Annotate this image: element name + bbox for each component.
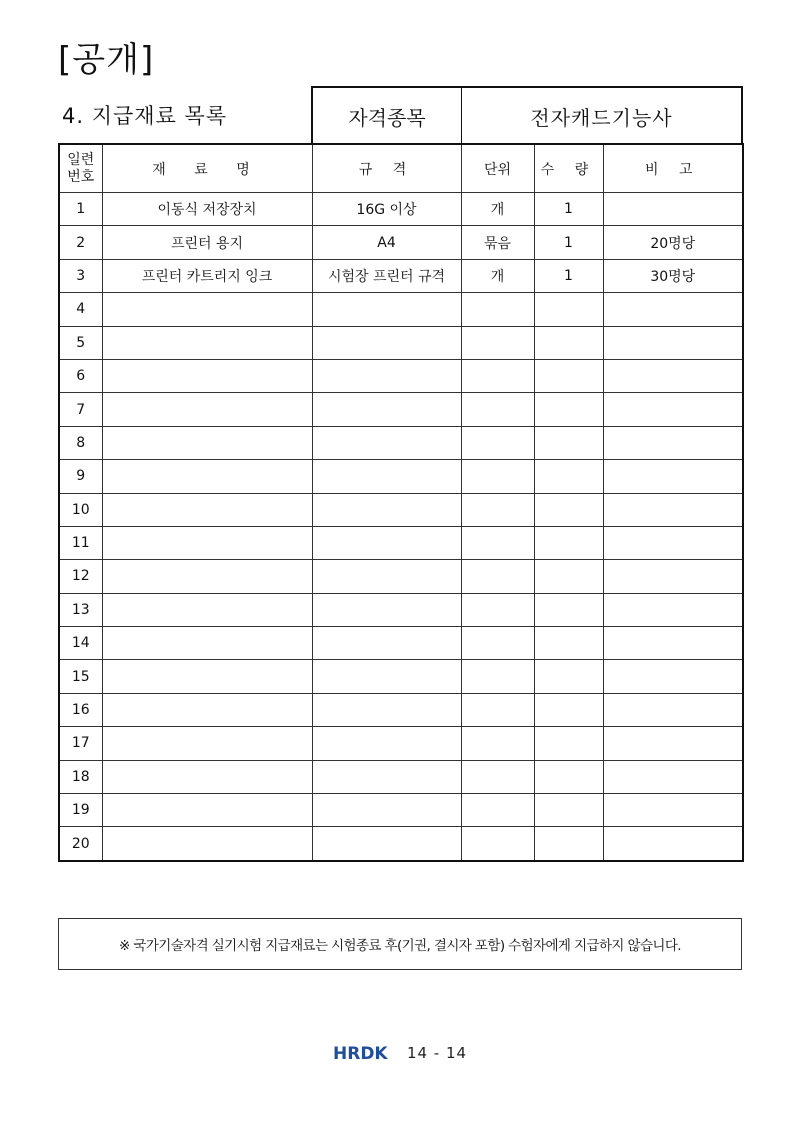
- cell-quantity: [534, 794, 603, 827]
- cell-serial-number: 17: [59, 727, 102, 760]
- cell-remark: [603, 359, 743, 392]
- cell-unit: [461, 326, 534, 359]
- cell-material-name: 프린터 카트리지 잉크: [102, 259, 312, 292]
- cell-remark: [603, 727, 743, 760]
- cell-material-name: [102, 827, 312, 861]
- notice-box: [58, 918, 742, 970]
- cell-unit: [461, 627, 534, 660]
- cell-spec: [312, 393, 461, 426]
- cell-unit: [461, 560, 534, 593]
- cell-remark: [603, 193, 743, 226]
- header-serial-line1: 일련: [67, 151, 95, 168]
- header-serial-line2: 번호: [67, 168, 95, 185]
- table-row: [59, 627, 743, 660]
- cell-serial-number: 16: [59, 693, 102, 726]
- cell-unit: 개: [461, 193, 534, 226]
- cell-material-name: [102, 326, 312, 359]
- table-row: [59, 259, 743, 292]
- cell-quantity: [534, 326, 603, 359]
- cell-spec: [312, 693, 461, 726]
- cell-spec: [312, 493, 461, 526]
- hrdk-logo-mark: [333, 1043, 393, 1063]
- cell-remark: [603, 794, 743, 827]
- cell-serial-number: 12: [59, 560, 102, 593]
- cell-quantity: [534, 393, 603, 426]
- cell-material-name: [102, 794, 312, 827]
- cell-remark: 30명당: [603, 259, 743, 292]
- cell-material-name: [102, 393, 312, 426]
- table-row: [59, 794, 743, 827]
- header-unit: 단위: [461, 144, 534, 193]
- table-row: [59, 760, 743, 793]
- cell-serial-number: 11: [59, 526, 102, 559]
- table-row: [59, 560, 743, 593]
- cell-unit: [461, 359, 534, 392]
- cell-spec: [312, 627, 461, 660]
- table-row: [59, 193, 743, 226]
- cell-serial-number: 19: [59, 794, 102, 827]
- cell-serial-number: 4: [59, 293, 102, 326]
- cell-spec: [312, 760, 461, 793]
- cell-unit: [461, 794, 534, 827]
- cell-quantity: [534, 526, 603, 559]
- table-row: [59, 460, 743, 493]
- cell-serial-number: 20: [59, 827, 102, 861]
- cell-material-name: 프린터 용지: [102, 226, 312, 259]
- cell-remark: [603, 560, 743, 593]
- cell-serial-number: 10: [59, 493, 102, 526]
- cell-spec: [312, 827, 461, 861]
- cell-unit: [461, 493, 534, 526]
- cell-unit: [461, 693, 534, 726]
- cell-remark: [603, 526, 743, 559]
- cell-unit: [461, 526, 534, 559]
- notice-text: ※ 국가기술자격 실기시험 지급재료는 시험종료 후(기권, 결시자 포함) 수험자에게 지급하지 않습니다.: [119, 938, 681, 954]
- cell-remark: [603, 326, 743, 359]
- qualification-value: 전자캐드기능사: [530, 105, 673, 130]
- cell-remark: [603, 393, 743, 426]
- cell-remark: [603, 593, 743, 626]
- cell-material-name: [102, 460, 312, 493]
- footer: [0, 1043, 800, 1063]
- cell-spec: [312, 293, 461, 326]
- table-row: [59, 827, 743, 861]
- cell-remark: 20명당: [603, 226, 743, 259]
- cell-spec: [312, 727, 461, 760]
- header-spec: 규 격: [312, 144, 461, 193]
- hrdk-logo: [333, 1043, 393, 1063]
- cell-serial-number: 3: [59, 259, 102, 292]
- cell-remark: [603, 660, 743, 693]
- materials-table: [58, 143, 744, 862]
- cell-spec: [312, 660, 461, 693]
- cell-material-name: [102, 627, 312, 660]
- cell-serial-number: 1: [59, 193, 102, 226]
- cell-material-name: [102, 493, 312, 526]
- cell-spec: 시험장 프린터 규격: [312, 259, 461, 292]
- cell-quantity: [534, 460, 603, 493]
- cell-serial-number: 8: [59, 426, 102, 459]
- cell-remark: [603, 493, 743, 526]
- cell-unit: [461, 593, 534, 626]
- cell-material-name: [102, 593, 312, 626]
- cell-quantity: 1: [534, 259, 603, 292]
- cell-serial-number: 13: [59, 593, 102, 626]
- cell-remark: [603, 426, 743, 459]
- header-quantity: 수 량: [534, 144, 603, 193]
- table-row: [59, 660, 743, 693]
- cell-spec: [312, 560, 461, 593]
- cell-remark: [603, 760, 743, 793]
- cell-spec: [312, 794, 461, 827]
- disclosure-tag: [공개]: [58, 40, 155, 80]
- cell-serial-number: 15: [59, 660, 102, 693]
- table-row: [59, 359, 743, 392]
- cell-quantity: [534, 493, 603, 526]
- cell-spec: 16G 이상: [312, 193, 461, 226]
- cell-serial-number: 9: [59, 460, 102, 493]
- cell-spec: [312, 426, 461, 459]
- cell-quantity: 1: [534, 193, 603, 226]
- cell-material-name: [102, 359, 312, 392]
- cell-quantity: [534, 426, 603, 459]
- cell-material-name: 이동식 저장장치: [102, 193, 312, 226]
- table-row: [59, 226, 743, 259]
- section-title: 4. 지급재료 목록: [62, 104, 228, 128]
- cell-unit: [461, 393, 534, 426]
- cell-quantity: 1: [534, 226, 603, 259]
- cell-material-name: [102, 293, 312, 326]
- cell-material-name: [102, 560, 312, 593]
- header-material-name: 재 료 명: [102, 144, 312, 193]
- cell-spec: [312, 359, 461, 392]
- cell-remark: [603, 293, 743, 326]
- hrdk-logo-text: HRDK: [332, 1044, 388, 1063]
- page-number: 14 - 14: [406, 1044, 468, 1062]
- table-row: [59, 293, 743, 326]
- cell-material-name: [102, 760, 312, 793]
- table-row: [59, 593, 743, 626]
- cell-spec: [312, 526, 461, 559]
- cell-material-name: [102, 693, 312, 726]
- table-row: [59, 493, 743, 526]
- cell-serial-number: 7: [59, 393, 102, 426]
- cell-material-name: [102, 426, 312, 459]
- cell-quantity: [534, 593, 603, 626]
- table-header-row: [59, 144, 743, 193]
- cell-quantity: [534, 560, 603, 593]
- cell-spec: [312, 460, 461, 493]
- qualification-label: 자격종목: [313, 88, 462, 144]
- cell-serial-number: 14: [59, 627, 102, 660]
- cell-remark: [603, 693, 743, 726]
- cell-quantity: [534, 760, 603, 793]
- table-row: [59, 526, 743, 559]
- cell-material-name: [102, 660, 312, 693]
- cell-material-name: [102, 526, 312, 559]
- cell-remark: [603, 827, 743, 861]
- cell-quantity: [534, 627, 603, 660]
- title-row: [58, 86, 741, 143]
- cell-serial-number: 5: [59, 326, 102, 359]
- cell-unit: 개: [461, 259, 534, 292]
- cell-spec: [312, 593, 461, 626]
- cell-quantity: [534, 660, 603, 693]
- cell-quantity: [534, 827, 603, 861]
- cell-quantity: [534, 727, 603, 760]
- cell-remark: [603, 627, 743, 660]
- cell-quantity: [534, 293, 603, 326]
- cell-material-name: [102, 727, 312, 760]
- cell-quantity: [534, 359, 603, 392]
- header-remark: 비 고: [603, 144, 743, 193]
- cell-unit: [461, 660, 534, 693]
- cell-unit: [461, 293, 534, 326]
- cell-unit: [461, 460, 534, 493]
- cell-spec: [312, 326, 461, 359]
- cell-unit: [461, 760, 534, 793]
- cell-quantity: [534, 693, 603, 726]
- table-row: [59, 393, 743, 426]
- cell-serial-number: 18: [59, 760, 102, 793]
- cell-remark: [603, 460, 743, 493]
- table-row: [59, 426, 743, 459]
- cell-serial-number: 6: [59, 359, 102, 392]
- header-serial-number: [59, 144, 102, 193]
- cell-unit: 묶음: [461, 226, 534, 259]
- table-row: [59, 727, 743, 760]
- table-row: [59, 693, 743, 726]
- cell-unit: [461, 727, 534, 760]
- cell-unit: [461, 827, 534, 861]
- qualification-box: [311, 86, 743, 144]
- table-row: [59, 326, 743, 359]
- cell-unit: [461, 426, 534, 459]
- cell-serial-number: 2: [59, 226, 102, 259]
- cell-spec: A4: [312, 226, 461, 259]
